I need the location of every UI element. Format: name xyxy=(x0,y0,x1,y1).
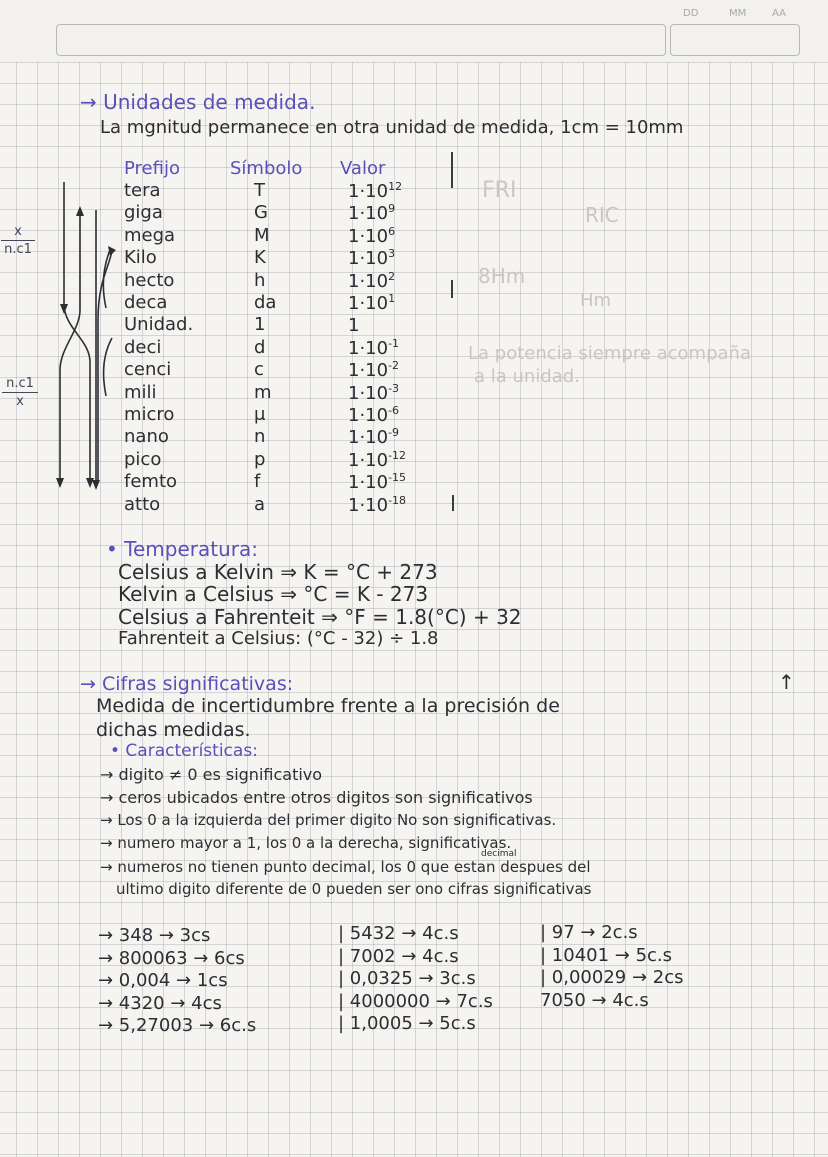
sigfig-example: | 7002 → 4c.s xyxy=(338,945,459,967)
prefix-value-exponent: 12 xyxy=(388,180,403,193)
prefix-value xyxy=(348,270,395,292)
prefix-value-base: 1·10 xyxy=(348,494,389,516)
prefix-value xyxy=(348,247,395,269)
prefix-symbol: T xyxy=(254,180,265,201)
scale-down-fraction xyxy=(2,376,38,409)
prefix-value xyxy=(348,404,399,426)
prefix-name: Unidad. xyxy=(124,314,194,336)
prefix-name: atto xyxy=(124,493,161,515)
prefix-name: Kilo xyxy=(124,247,157,269)
prefix-name: micro xyxy=(124,404,175,425)
prefix-value-base: 1 xyxy=(348,315,360,337)
prefix-value-exponent: -3 xyxy=(388,381,400,395)
temperature-line: Celsius a Kelvin ⇒ K = °C + 273 xyxy=(118,560,438,584)
fraction-denominator: n.c1 xyxy=(4,242,32,257)
prefix-value-base: 1·10 xyxy=(348,337,389,359)
units-definition: La mgnitud permanece en otra unidad de medida, 1cm = 10mm xyxy=(100,117,684,138)
table-divider xyxy=(452,495,454,511)
prefix-value-base: 1·10 xyxy=(348,427,389,449)
prefix-value-base: 1·10 xyxy=(348,382,389,404)
prefix-value xyxy=(348,225,395,247)
prefix-value xyxy=(348,337,399,359)
sigfig-example: | 4000000 → 7c.s xyxy=(338,990,493,1012)
prefix-symbol: 1 xyxy=(254,314,266,336)
sigfig-example: → 800063 → 6cs xyxy=(98,947,245,969)
prefix-value xyxy=(348,382,399,404)
prefix-name: pico xyxy=(124,448,162,470)
prefix-value-exponent: -1 xyxy=(388,336,400,350)
prefix-symbol: K xyxy=(254,247,266,269)
feature-item: → ceros ubicados entre otros digitos son significativos xyxy=(100,788,533,807)
prefix-value xyxy=(348,449,406,471)
prefix-symbol: c xyxy=(254,359,264,381)
prefix-symbol: p xyxy=(254,448,266,470)
prefix-value-exponent: 9 xyxy=(388,202,396,216)
prefix-value-base: 1·10 xyxy=(348,405,389,426)
prefix-value-base: 1·10 xyxy=(348,360,389,382)
prefix-value-exponent: 3 xyxy=(388,247,396,261)
prefix-symbol: f xyxy=(254,471,261,493)
prefix-symbol: μ xyxy=(254,404,266,425)
fraction-numerator: n.c1 xyxy=(6,376,34,391)
features-heading: • Características: xyxy=(110,741,258,761)
sigfig-example: | 0,00029 → 2cs xyxy=(540,967,684,988)
prefix-value-exponent: -6 xyxy=(388,404,400,417)
prefix-name: giga xyxy=(124,202,163,224)
prefix-value xyxy=(348,292,395,314)
prefix-value-base: 1·10 xyxy=(348,181,389,202)
sigfigs-heading: → Cifras significativas: xyxy=(80,673,294,695)
col-value-header: Valor xyxy=(340,158,386,179)
prefix-name: femto xyxy=(124,471,178,493)
prefix-value-base: 1·10 xyxy=(348,449,389,471)
feature-item: ultimo digito diferente de 0 pueden ser ono cifras significativas xyxy=(116,880,592,898)
sigfig-example: → 4320 → 4cs xyxy=(98,992,222,1014)
fraction-bar xyxy=(1,240,35,241)
bleed-text: 8Hm xyxy=(478,264,526,288)
temperature-line: Fahrenteit a Celsius: (°C - 32) ÷ 1.8 xyxy=(118,628,439,649)
bleed-text: RIC xyxy=(585,203,619,227)
bleed-text: La potencia siempre acompaña xyxy=(468,343,751,364)
feature-item: → Los 0 a la izquierda del primer digito No son significativas. xyxy=(100,811,557,829)
sigfigs-description: Medida de incertidumbre frente a la precisión de xyxy=(96,695,560,717)
sigfig-example: | 10401 → 5c.s xyxy=(540,944,673,966)
prefix-value-base: 1·10 xyxy=(348,225,389,247)
prefix-symbol: M xyxy=(254,224,270,246)
sigfig-example: | 0,0325 → 3c.s xyxy=(338,968,476,989)
decimal-note: decimal xyxy=(481,849,517,859)
table-divider xyxy=(451,152,453,188)
prefix-value-base: 1·10 xyxy=(348,203,389,225)
sigfig-example: | 97 → 2c.s xyxy=(540,922,638,943)
prefix-symbol: h xyxy=(254,269,266,291)
prefix-value xyxy=(348,180,402,202)
prefix-name: deca xyxy=(124,292,168,313)
prefix-value xyxy=(348,359,399,381)
page-mark: ↑ xyxy=(778,670,795,694)
sigfig-example: → 348 → 3cs xyxy=(98,925,211,946)
prefix-value-exponent: -12 xyxy=(388,448,407,462)
prefix-symbol: a xyxy=(254,493,266,515)
bleed-text: Hm xyxy=(580,290,612,311)
feature-item: → numero mayor a 1, los 0 a la derecha, significativas. xyxy=(100,834,512,852)
prefix-value-exponent: -18 xyxy=(388,493,407,507)
prefix-symbol: n xyxy=(254,426,266,448)
prefix-value-exponent: 1 xyxy=(388,292,396,305)
prefix-symbol: m xyxy=(254,381,272,403)
prefix-name: mega xyxy=(124,224,176,246)
sigfig-example: | 5432 → 4c.s xyxy=(338,923,459,944)
header-title-box xyxy=(56,24,666,56)
prefix-value-exponent: 6 xyxy=(388,224,396,238)
prefix-value xyxy=(348,202,395,224)
feature-item: → digito ≠ 0 es significativo xyxy=(100,765,323,784)
temperature-heading: • Temperatura: xyxy=(106,537,258,561)
prefix-value xyxy=(348,494,406,516)
header-month-label: MM xyxy=(729,8,747,19)
prefix-value-base: 1·10 xyxy=(348,248,389,270)
col-prefix-header: Prefijo xyxy=(124,158,180,179)
prefix-value xyxy=(348,426,399,448)
sigfig-example: → 0,004 → 1cs xyxy=(98,970,228,991)
prefix-value-base: 1·10 xyxy=(348,270,389,292)
temperature-line: Kelvin a Celsius ⇒ °C = K - 273 xyxy=(118,582,429,606)
table-divider xyxy=(451,280,453,298)
sigfigs-description: dichas medidas. xyxy=(96,719,251,741)
prefix-name: hecto xyxy=(124,269,175,291)
prefix-value-base: 1·10 xyxy=(348,293,389,314)
bleed-text: FRI xyxy=(482,178,517,203)
units-heading: → Unidades de medida. xyxy=(80,90,316,114)
prefix-value xyxy=(348,471,406,493)
prefix-value-base: 1·10 xyxy=(348,472,389,494)
fraction-denominator: x xyxy=(16,394,24,409)
prefix-name: nano xyxy=(124,426,169,448)
prefix-value-exponent: -9 xyxy=(388,426,400,440)
prefix-value-exponent: -2 xyxy=(388,359,400,373)
date-box xyxy=(670,24,800,56)
prefix-value xyxy=(348,314,359,336)
prefix-name: mili xyxy=(124,381,157,403)
fraction-bar xyxy=(2,392,38,393)
header-day-label: DD xyxy=(683,8,699,19)
col-symbol-header: Símbolo xyxy=(230,158,303,179)
conversion-arrows-diagram xyxy=(40,180,120,510)
prefix-symbol: da xyxy=(254,292,277,313)
feature-item: → numeros no tienen punto decimal, los 0 que estan despues del xyxy=(100,858,591,876)
sigfig-example: → 5,27003 → 6c.s xyxy=(98,1015,257,1036)
temperature-line: Celsius a Fahrenteit ⇒ °F = 1.8(°C) + 32 xyxy=(118,605,522,629)
prefix-name: deci xyxy=(124,336,162,358)
prefix-value-exponent: -15 xyxy=(388,471,407,485)
sigfig-example: 7050 → 4c.s xyxy=(540,989,649,1011)
scale-up-fraction xyxy=(1,224,35,257)
prefix-name: cenci xyxy=(124,359,172,381)
sigfig-example: | 1,0005 → 5c.s xyxy=(338,1013,476,1034)
prefix-value-exponent: 2 xyxy=(388,269,396,283)
prefix-symbol: d xyxy=(254,336,266,358)
header-year-label: AA xyxy=(772,8,786,19)
prefix-name: tera xyxy=(124,180,161,201)
fraction-numerator: x xyxy=(14,224,22,239)
prefix-symbol: G xyxy=(254,202,268,224)
bleed-text: a la unidad. xyxy=(474,366,580,387)
